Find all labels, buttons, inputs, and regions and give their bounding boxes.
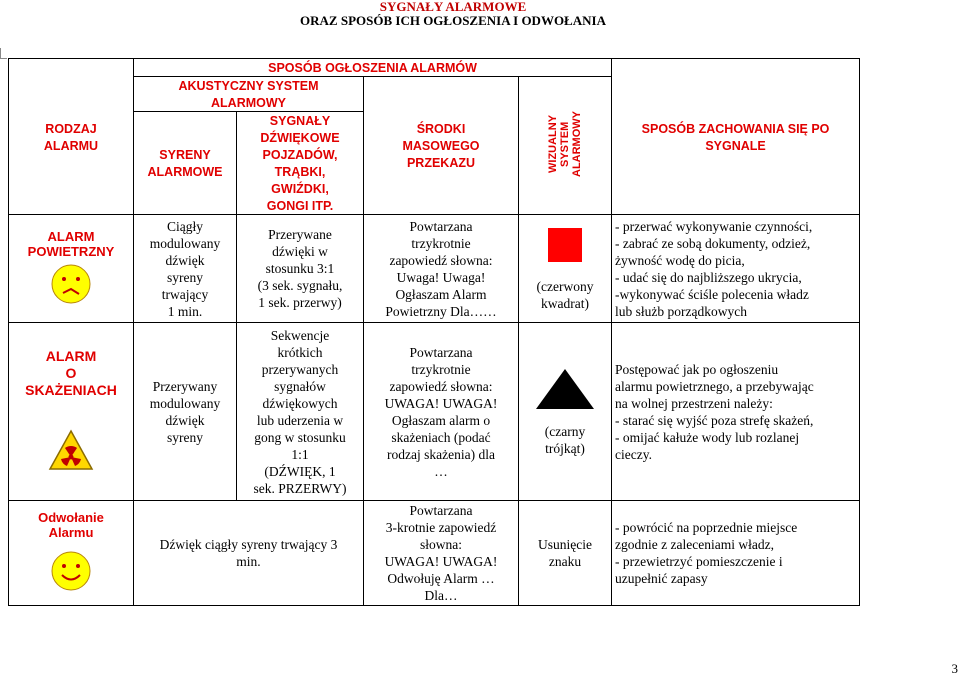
behaviour-cell: - przerwać wykonywanie czynności, - zabrać ze sobą dokumenty, odzież, żywność wodę do picia, - udać się do najbliższego ukrycia, -wykonywać ściśle polecenia władz lub służb porządkowych [612,215,860,323]
sirens-cell: Ciągły modulowany dźwięk syreny trwający 1 min. [134,215,237,323]
header-behaviour [612,59,860,215]
radiation-warning-icon [48,429,94,471]
visual-caption: (czerwony kwadrat) [536,278,594,311]
visual-cell [519,323,612,501]
visual-caption: (czarny trójkąt) [544,423,586,456]
header-sound-signals-label: SYGNAŁY DŹWIĘKOWE POJZADÓW, TRĄBKI, GWIŹDKI, GONGI ITP. [260,114,340,213]
sound-signals-cell: Sekwencje krótkich przerywanych sygnałów dźwiękowych lub uderzenia w gong w stosunku 1:1 (DŹWIĘK, 1 sek. PRZERWY) [237,323,364,501]
header-sound-signals [237,112,364,215]
alarm-type-name: ALARM O SKAŻENIACH [25,348,117,398]
visual-cell [519,215,612,323]
header-alarm-type-label: RODZAJ ALARMU [43,121,99,153]
alarm-type-name: ALARM POWIETRZNY [27,228,115,259]
alarm-type-cell [9,215,134,323]
red-square-icon [546,226,584,264]
sad-face-icon [50,263,92,305]
table-row [9,501,860,606]
header-visual-label: WIZUALNY SYSTEM ALARMOWY [547,110,584,177]
corner-mark [0,48,7,59]
smiley-face-icon [50,550,92,592]
header-alarm-type [9,59,134,215]
black-triangle-icon [534,367,596,411]
header-mass-media-label: ŚRODKI MASOWEGO PRZEKAZU [402,122,480,170]
sirens-cell: Przerywany modulowany dźwięk syreny [134,323,237,501]
table-row [9,215,860,323]
mass-media-cell: Powtarzana trzykrotnie zapowiedź słowna: Uwaga! Uwaga! Ogłaszam Alarm Powietrzny Dla…… [364,215,519,323]
visual-cell: Usunięcie znaku [519,501,612,606]
behaviour-cell: Postępować jak po ogłoszeniu alarmu powietrznego, a przebywając na wolnej przestrzeni należy: - starać się wyjść poza strefę skażeń, - omijać kałuże wody lub rozlanej cieczy. [612,323,860,501]
header-acoustic-group [134,77,364,112]
header-method-group [134,59,612,77]
header-mass-media [364,77,519,215]
header-behaviour-label: SPOSÓB ZACHOWANIA SIĘ PO SYGNALE [641,121,830,153]
page-title: SYGNAŁY ALARMOWE [379,0,527,14]
page-number: 3 [951,661,958,676]
sound-signals-cell: Przerywane dźwięki w stosunku 3:1 (3 sek. sygnału, 1 sek. przerwy) [237,215,364,323]
header-acoustic-group-label: AKUSTYCZNY SYSTEM ALARMOWY [178,79,319,110]
table-row [9,323,860,501]
alarm-type-cell [9,323,134,501]
header-sirens [134,112,237,215]
header-method-group-label: SPOSÓB OGŁOSZENIA ALARMÓW [268,61,477,75]
alarm-signals-table [8,58,860,606]
alarm-type-cell [9,501,134,606]
mass-media-cell: Powtarzana 3-krotnie zapowiedź słowna: UWAGA! UWAGA! Odwołuję Alarm … Dla… [364,501,519,606]
behaviour-cell: - powrócić na poprzednie miejsce zgodnie z zaleceniami władz, - przewietrzyć pomieszczenie i uzupełnić zapasy [612,501,860,606]
header-visual [519,77,612,215]
mass-media-cell: Powtarzana trzykrotnie zapowiedź słowna: UWAGA! UWAGA! Ogłaszam alarm o skażeniach (podać rodzaj skażenia) dla … [364,323,519,501]
sirens-sound-cell: Dźwięk ciągły syreny trwający 3 min. [134,501,364,606]
header-sirens-label: SYRENY ALARMOWE [147,148,223,179]
page-subtitle: ORAZ SPOSÓB ICH OGŁOSZENIA I ODWOŁANIA [300,13,606,28]
alarm-type-name: Odwołanie Alarmu [38,510,104,540]
